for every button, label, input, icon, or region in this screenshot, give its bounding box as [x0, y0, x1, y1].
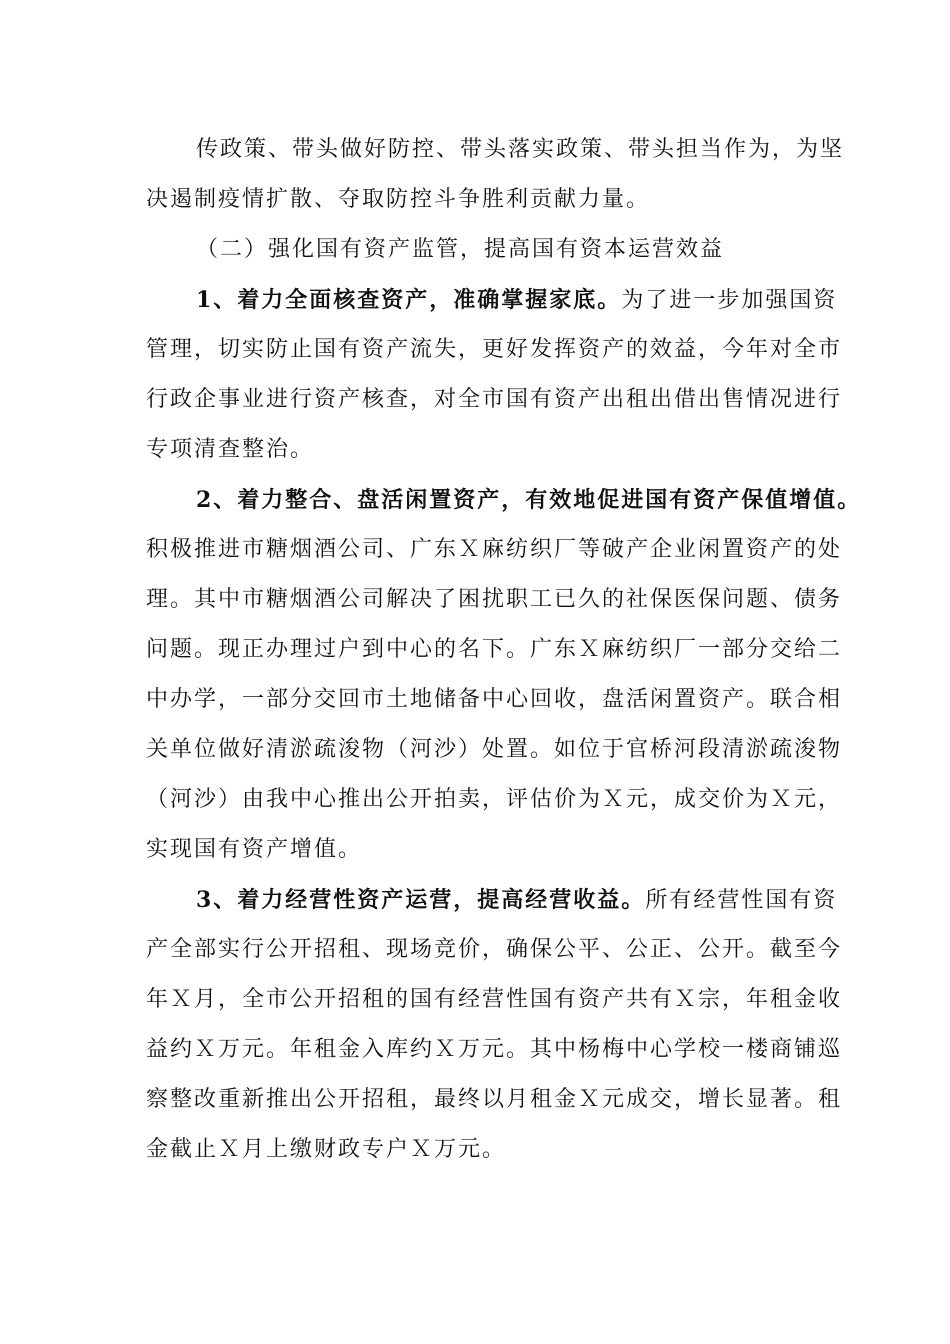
paragraph-line: 益约Ｘ万元。年租金入库约Ｘ万元。其中杨梅中心学校一楼商铺巡 — [146, 1037, 843, 1062]
item-1-line — [196, 286, 838, 315]
paragraph-line: 察整改重新推出公开招租，最终以月租金Ｘ元成交，增长显著。租 — [146, 1087, 843, 1112]
item-2-heading: 2、着力整合、盘活闲置资产，有效地促进国有资产保值增值。 — [196, 487, 862, 513]
paragraph-line: 产全部实行公开招租、现场竞价，确保公平、公正、公开。截至今 — [146, 937, 843, 962]
paragraph-line: 决遏制疫情扩散、夺取防控斗争胜利贡献力量。 — [146, 187, 651, 212]
paragraph-line: 积极推进市糖烟酒公司、广东Ｘ麻纺织厂等破产企业闲置资产的处 — [146, 537, 843, 562]
item-3-heading: 3、着力经营性资产运营，提高经营收益。 — [196, 887, 646, 913]
paragraph-line: 年Ｘ月，全市公开招租的国有经营性国有资产共有Ｘ宗，年租金收 — [146, 987, 843, 1012]
paragraph-line: 专项清查整治。 — [146, 437, 315, 462]
item-3-text: 所有经营性国有资 — [645, 888, 838, 913]
item-3-line — [196, 886, 838, 915]
paragraph-line: 实现国有资产增值。 — [146, 837, 363, 862]
paragraph-line: 行政企事业进行资产核查，对全市国有资产出租出借出售情况进行 — [146, 387, 843, 412]
section-heading: （二）强化国有资产监管，提高国有资本运营效益 — [196, 237, 725, 262]
item-1-heading: 1、着力全面核查资产，准确掌握家底。 — [196, 287, 622, 313]
paragraph-line: 管理，切实防止国有资产流失，更好发挥资产的效益，今年对全市 — [146, 337, 843, 362]
paragraph-line: 关单位做好清淤疏浚物（河沙）处置。如位于官桥河段清淤疏浚物 — [146, 737, 843, 762]
paragraph-line: 金截止Ｘ月上缴财政专户Ｘ万元。 — [146, 1137, 507, 1162]
item-1-text: 为了进一步加强国资 — [621, 288, 838, 313]
paragraph-line: 理。其中市糖烟酒公司解决了困扰职工已久的社保医保问题、债务 — [146, 587, 843, 612]
paragraph-line: 传政策、带头做好防控、带头落实政策、带头担当作为，为坚 — [196, 137, 845, 162]
paragraph-line: 问题。现正办理过户到中心的名下。广东Ｘ麻纺织厂一部分交给二 — [146, 637, 843, 662]
paragraph-line: 中办学，一部分交回市土地储备中心回收，盘活闲置资产。联合相 — [146, 687, 843, 712]
paragraph-line: （河沙）由我中心推出公开拍卖，评估价为Ｘ元，成交价为Ｘ元， — [146, 787, 843, 812]
